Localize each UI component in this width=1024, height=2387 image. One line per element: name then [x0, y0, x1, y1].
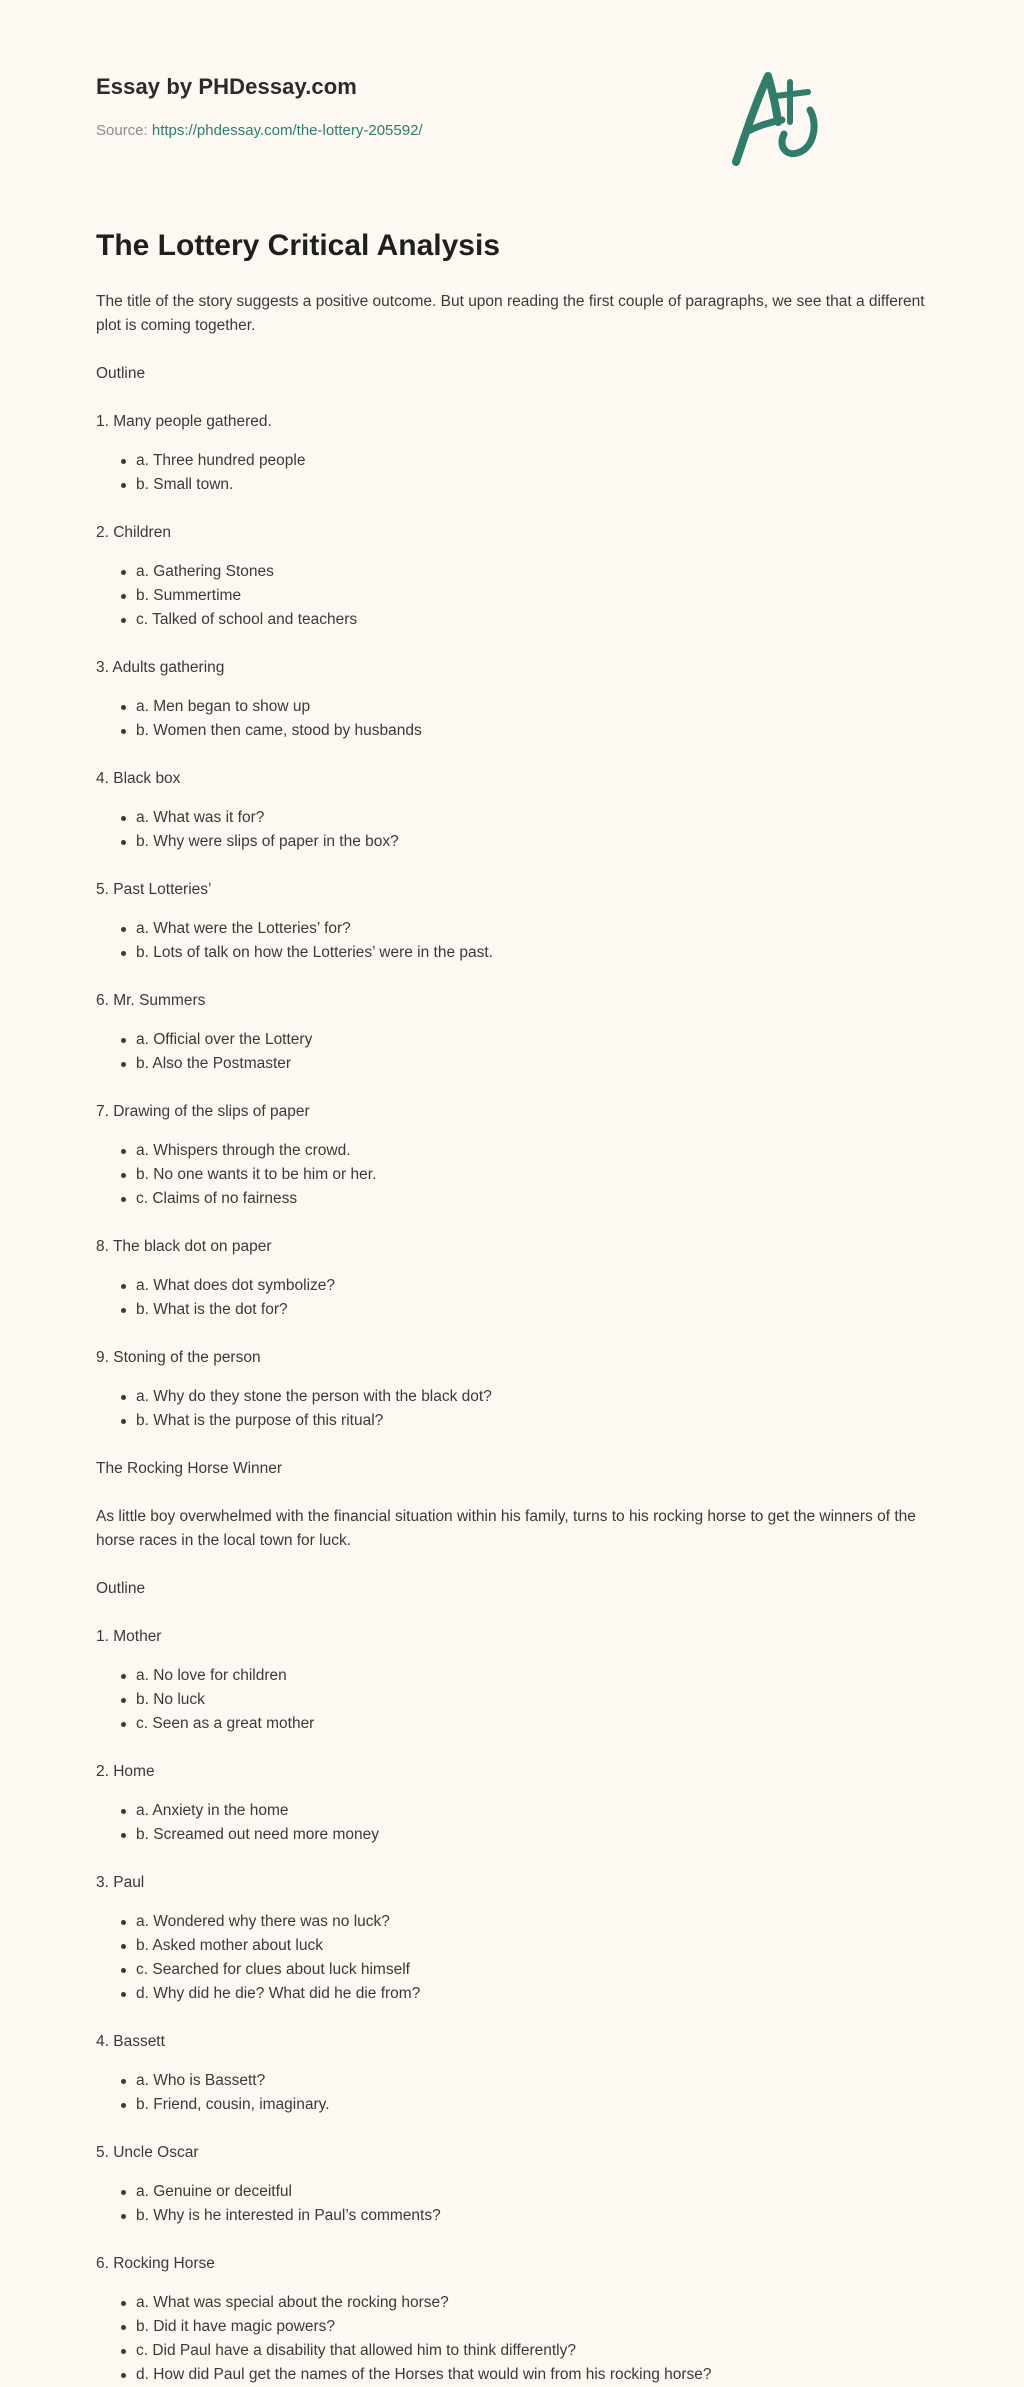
list-item: a. What was it for? [136, 806, 928, 830]
outline-heading: 6. Rocking Horse [96, 2255, 215, 2272]
source-label: Source: [96, 122, 148, 139]
outline-label: Outline [96, 1580, 146, 1597]
outline-sublist [96, 1028, 928, 1076]
list-item: c. Claims of no fairness [136, 1187, 928, 1211]
list-item: c. Seen as a great mother [136, 1712, 928, 1736]
essay-title: The Lottery Critical Analysis [96, 229, 501, 262]
list-item: a. Men began to show up [136, 695, 928, 719]
list-item: a. No love for children [136, 1664, 928, 1688]
list-item: c. Searched for clues about luck himself [136, 1958, 928, 1982]
outline-heading: 8. The black dot on paper [96, 1238, 272, 1255]
outline-heading: 4. Bassett [96, 2033, 165, 2050]
list-item: a. Gathering Stones [136, 560, 928, 584]
outline-heading: 3. Adults gathering [96, 659, 225, 676]
outline-sublist [96, 2291, 928, 2387]
outline-sublist [96, 1664, 928, 1736]
list-item: a. What were the Lotteries’ for? [136, 917, 928, 941]
outline-sublist [96, 1139, 928, 1211]
second-story-title: The Rocking Horse Winner [96, 1460, 283, 1477]
horse-outline [96, 1625, 928, 2387]
outline-heading: 4. Black box [96, 770, 181, 787]
outline-heading: 5. Past Lotteries’ [96, 881, 212, 898]
list-item: a. Why do they stone the person with the black dot? [136, 1385, 928, 1409]
second-story-intro: As little boy overwhelmed with the financial situation within his family, turns to his rocking horse to get the winners of the horse races in the local town for luck. [96, 1508, 916, 1549]
list-item: b. What is the dot for? [136, 1298, 928, 1322]
outline-heading: 2. Home [96, 1763, 155, 1780]
outline-sublist [96, 695, 928, 743]
list-item: b. Women then came, stood by husbands [136, 719, 928, 743]
list-item: a. What does dot symbolize? [136, 1274, 928, 1298]
list-item: b. No luck [136, 1688, 928, 1712]
list-item: b. Friend, cousin, imaginary. [136, 2093, 928, 2117]
list-item: b. Asked mother about luck [136, 1934, 928, 1958]
outline-sublist [96, 560, 928, 632]
list-item: b. Why is he interested in Paul’s comments? [136, 2204, 928, 2228]
list-item: b. Small town. [136, 473, 928, 497]
list-item: a. Whispers through the crowd. [136, 1139, 928, 1163]
list-item: b. No one wants it to be him or her. [136, 1163, 928, 1187]
list-item: b. Why were slips of paper in the box? [136, 830, 928, 854]
outline-sublist [96, 2069, 928, 2117]
list-item: a. Three hundred people [136, 449, 928, 473]
outline-sublist [96, 917, 928, 965]
list-item: c. Did Paul have a disability that allowed him to think differently? [136, 2339, 928, 2363]
outline-heading: 3. Paul [96, 1874, 145, 1891]
outline-heading: 9. Stoning of the person [96, 1349, 261, 1366]
list-item: b. Also the Postmaster [136, 1052, 928, 1076]
list-item: a. Wondered why there was no luck? [136, 1910, 928, 1934]
list-item: a. Genuine or deceitful [136, 2180, 928, 2204]
page-header [96, 0, 928, 200]
list-item: b. Summertime [136, 584, 928, 608]
outline-heading: 5. Uncle Oscar [96, 2144, 199, 2161]
lottery-outline [96, 410, 928, 1433]
outline-heading: 6. Mr. Summers [96, 992, 206, 1009]
list-item: c. Talked of school and teachers [136, 608, 928, 632]
outline-heading: 7. Drawing of the slips of paper [96, 1103, 310, 1120]
outline-heading: 1. Many people gathered. [96, 413, 272, 430]
list-item: a. What was special about the rocking horse? [136, 2291, 928, 2315]
outline-heading: 1. Mother [96, 1628, 162, 1645]
list-item: b. Did it have magic powers? [136, 2315, 928, 2339]
outline-sublist [96, 1910, 928, 2006]
outline-sublist [96, 1385, 928, 1433]
outline-sublist [96, 2180, 928, 2228]
list-item: d. Why did he die? What did he die from? [136, 1982, 928, 2006]
list-item: a. Official over the Lottery [136, 1028, 928, 1052]
source-line [96, 122, 423, 139]
source-link[interactable]: https://phdessay.com/the-lottery-205592/ [151, 122, 423, 139]
list-item: b. Lots of talk on how the Lotteries’ were in the past. [136, 941, 928, 965]
outline-sublist [96, 1799, 928, 1847]
list-item: b. What is the purpose of this ritual? [136, 1409, 928, 1433]
list-item: b. Screamed out need more money [136, 1823, 928, 1847]
outline-sublist [96, 1274, 928, 1322]
outline-sublist [96, 449, 928, 497]
list-item: a. Anxiety in the home [136, 1799, 928, 1823]
list-item: a. Who is Bassett? [136, 2069, 928, 2093]
outline-label: Outline [96, 365, 146, 382]
a-plus-logo-icon [722, 62, 832, 170]
outline-sublist [96, 806, 928, 854]
list-item: d. How did Paul get the names of the Horses that would win from his rocking horse? [136, 2363, 928, 2387]
essay-intro: The title of the story suggests a positive outcome. But upon reading the first couple of paragraphs, we see that a different plot is coming together. [96, 293, 925, 334]
site-title: Essay by PHDessay.com [96, 74, 357, 99]
outline-heading: 2. Children [96, 524, 171, 541]
